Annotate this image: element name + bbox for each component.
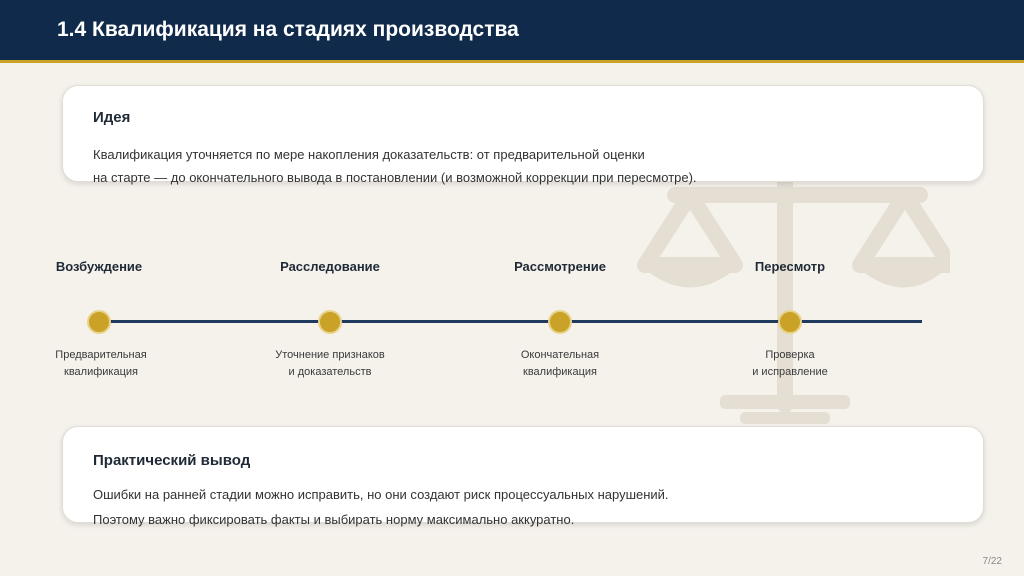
stage-label-trial: Рассмотрение: [514, 259, 606, 274]
conclusion-text-line: Поэтому важно фиксировать факты и выбирать норму максимально аккуратно.: [93, 512, 575, 527]
stage-label-initiation: Возбуждение: [55, 259, 143, 274]
conclusion-text-line: Ошибки на ранней стадии можно исправить, но они создают риск процессуальных нарушений.: [93, 487, 669, 502]
stage-label-review: Пересмотр: [754, 259, 826, 274]
stage-label-investigation: Расследование: [280, 259, 380, 274]
stage-desc-line: и доказательств: [288, 366, 372, 378]
stage-desc-review: [690, 347, 890, 381]
stage-desc-line: Предварительная: [55, 349, 147, 361]
stage-desc-line: квалификация: [523, 366, 597, 378]
page-number: 7/22: [982, 556, 1002, 567]
stage-desc-trial: [460, 347, 660, 381]
idea-text-line: на старте — до окончательного вывода в постановлении (и возможной коррекции при пересмотре).: [93, 170, 697, 185]
stage-marker-initiation: [87, 310, 111, 334]
stage-marker-investigation: [318, 310, 342, 334]
stage-desc-line: Проверка: [765, 349, 815, 361]
stage-desc-initiation: [1, 347, 201, 381]
page-title: 1.4 Квалификация на стадиях производства: [57, 18, 519, 41]
stage-desc-line: Окончательная: [520, 349, 600, 361]
stage-desc-line: и исправление: [752, 366, 828, 378]
stage-desc-investigation: [230, 347, 430, 381]
stage-marker-trial: [548, 310, 572, 334]
idea-text-line: Квалификация уточняется по мере накопления доказательств: от предварительной оценки: [93, 147, 645, 162]
stage-desc-line: квалификация: [64, 366, 138, 378]
conclusion-heading: Практический вывод: [93, 452, 251, 469]
conclusion-card: [62, 426, 984, 527]
idea-heading: Идея: [93, 109, 131, 126]
stage-marker-review: [778, 310, 802, 334]
stage-desc-line: Уточнение признаков: [275, 349, 385, 361]
